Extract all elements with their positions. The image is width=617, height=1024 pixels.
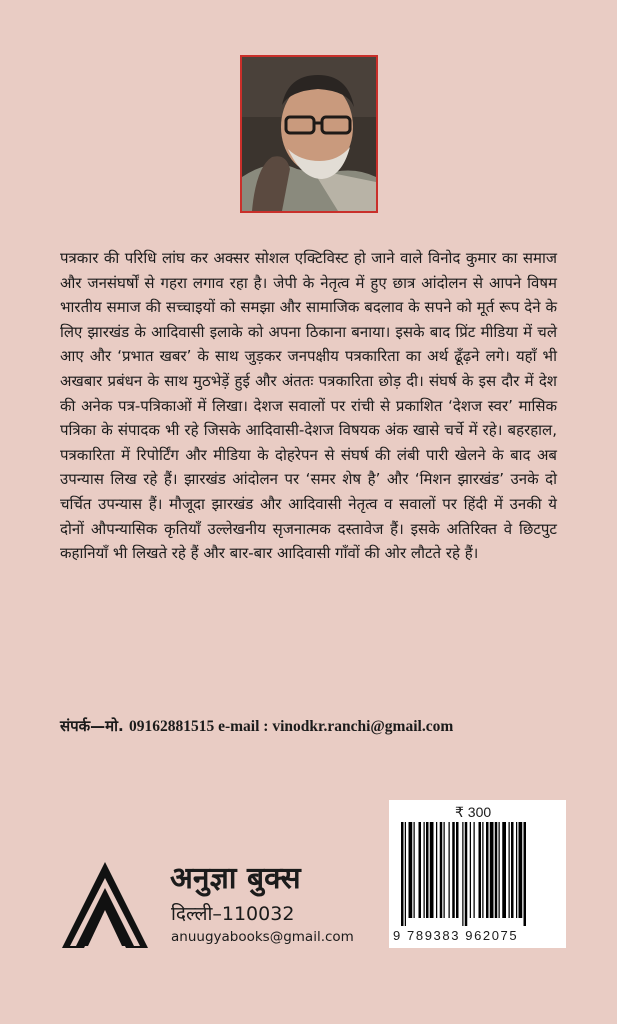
author-portrait-icon bbox=[242, 57, 376, 211]
barcode-panel bbox=[389, 800, 566, 948]
author-photo bbox=[240, 55, 378, 213]
contact-email-label: e-mail : bbox=[214, 718, 273, 735]
author-bio bbox=[60, 246, 557, 566]
bio-paragraph: पत्रकार की परिधि लांघ कर अक्सर सोशल एक्टिविस्ट हो जाने वाले विनोद कुमार का समाज और जनसंघर्षों से गहरा लगाव रहा है। जेपी के नेतृत्व में हुए छात्र आंदोलन से आपने विषम भारतीय समाज की सच्चाइयों को समझा और सामाजिक बदलाव के सपने को मूर्त रूप देने के लिए झारखंड के आदिवासी इलाके को अपना ठिकाना बनाया। इसके बाद प्रिंट मीडिया में चले आए और ‘प्रभात खबर’ के साथ जुड़कर जनपक्षीय पत्रकारिता का अर्थ ढूँढ़ने लगे। यहाँ भी अखबार प्रबंधन के साथ मुठभेड़ें हुई और अंततः पत्रकारिता छोड़ दी। संघर्ष के इस दौर में देश की अनेक पत्र-पत्रिकाओं में लिखा। देशज सवालों पर रांची से प्रकाशित ‘देशज स्वर’ मासिक पत्रिका के संपादक भी रहे जिसके आदिवासी-देशज विषयक अंक खासे चर्चे में रहे। बहरहाल, पत्रकारिता में रिपोर्टिंग और मीडिया के दोहरेपन से संघर्ष की लंबी पारी खेलने के बाद अब उपन्यास लिख रहे हैं। झारखंड आंदोलन पर ‘समर शेष है’ और ‘मिशन झारखंड’ उनके दो चर्चित उपन्यास हैं। मौजूदा झारखंड और आदिवासी नेतृत्व व सवालों पर हिंदी में उनकी ये दोनों औपन्यासिक कृतियाँ उल्लेखनीय सृजनात्मक दस्तावेज हैं। इसके अतिरिक्त वे छिटपुट कहानियाँ भी लिखते रहे हैं और बार-बार आदिवासी गाँवों की ओर लौटते रहे हैं। bbox=[60, 249, 557, 563]
isbn-number: 9 789383 962075 bbox=[393, 928, 519, 943]
contact-email[interactable]: vinodkr.ranchi@gmail.com bbox=[272, 718, 454, 735]
publisher-city: दिल्ली–110032 bbox=[171, 903, 295, 925]
price-label: ₹ 300 bbox=[455, 804, 492, 820]
publisher-name: अनुज्ञा बुक्स bbox=[170, 861, 301, 896]
barcode-icon bbox=[401, 822, 553, 926]
publisher-email[interactable]: anuugyabooks@gmail.com bbox=[171, 929, 354, 945]
author-contact bbox=[60, 716, 557, 737]
contact-prefix: संपर्क—मो. bbox=[60, 717, 129, 735]
anuugya-books-logo-icon bbox=[60, 858, 150, 950]
contact-mobile: 09162881515 bbox=[128, 718, 215, 735]
